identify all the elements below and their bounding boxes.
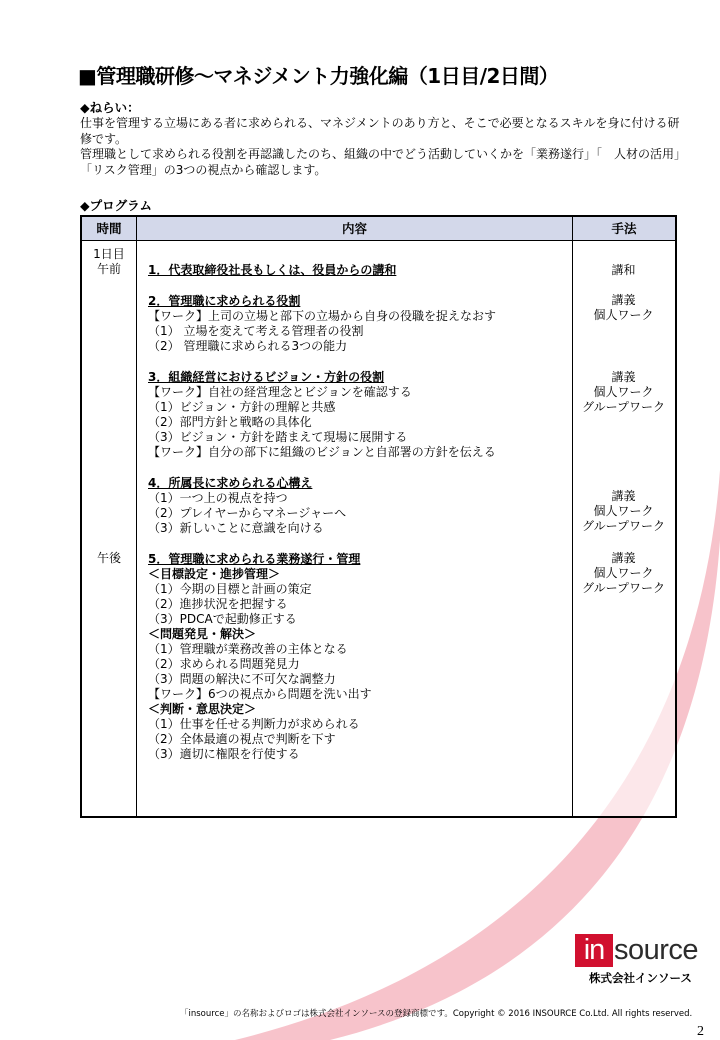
program-heading: ◆プログラム (80, 198, 152, 213)
subsection-title: ＜目標設定・進捗管理＞ (148, 567, 281, 581)
method-label: 個人ワーク (593, 385, 654, 399)
section-title: 2．管理職に求められる役割 (148, 294, 301, 308)
afternoon-label: 午後 (96, 551, 121, 565)
subsection-title: ＜問題発見・解決＞ (148, 627, 257, 641)
morning-label: 午前 (96, 262, 121, 276)
page-title: ■管理職研修～マネジメント力強化編（1日目/2日間） (78, 64, 559, 88)
method-label: 個人ワーク (593, 308, 654, 322)
time-cell (82, 247, 136, 277)
day-label: 1日目 (93, 247, 125, 261)
section-item: （2）求められる問題発見力 (148, 657, 300, 671)
method-label: 講義 (611, 370, 636, 384)
section-title: 3．組織経営におけるビジョン・方針の役割 (148, 370, 385, 384)
section-item: （2）部門方針と戦略の具体化 (148, 415, 312, 429)
method-label: 講義 (611, 551, 636, 565)
table-header (82, 217, 675, 241)
section-item: （3）PDCAで起動修正する (148, 612, 297, 626)
company-name: 株式会社インソース (589, 971, 692, 985)
section-item: （2）進捗状況を把握する (148, 597, 288, 611)
method-cell (572, 263, 675, 278)
section-item: （1）ビジョン・方針の理解と共感 (148, 400, 336, 414)
method-label: 講和 (611, 263, 636, 277)
section-item: （2）全体最適の視点で判断を下す (148, 732, 336, 746)
method-label: グループワーク (581, 400, 666, 414)
section-item: （3）新しいことに意識を向ける (148, 521, 324, 535)
time-cell (82, 551, 136, 566)
section-item: 【ワーク】6つの視点から問題を洗い出す (148, 687, 372, 701)
header-time: 時間 (96, 221, 122, 236)
section-title: 5．管理職に求められる業務遂行・管理 (148, 552, 361, 566)
program-table (80, 215, 677, 818)
content-cell (148, 263, 568, 762)
aim-text (80, 116, 685, 178)
method-label: グループワーク (581, 519, 666, 533)
section-item: （3）ビジョン・方針を踏まえて現場に展開する (148, 430, 408, 444)
section-item: 【ワーク】自分の部下に組織のビジョンと自部署の方針を伝える (148, 445, 496, 459)
section-item: （2） 管理職に求められる3つの能力 (148, 339, 348, 353)
section-item: （1）一つ上の視点を持つ (148, 491, 288, 505)
section-title: 4．所属長に求められる心構え (148, 476, 313, 490)
section-item: （3）問題の解決に不可欠な調整力 (148, 672, 336, 686)
section-item: （1） 立場を変えて考える管理者の役割 (148, 324, 364, 338)
logo-mark (575, 934, 700, 967)
section-item: 【ワーク】上司の立場と部下の立場から自身の役職を捉えなおす (148, 309, 497, 323)
logo-rest: source (614, 934, 699, 966)
aim-line: 管理職として求められる役割を再認識したのち、組織の中でどう活動していくかを「業務遂行」「 人材の活用」 (80, 147, 687, 161)
method-cell (572, 293, 675, 323)
insource-logo (575, 932, 700, 992)
page-number: 2 (697, 1024, 704, 1039)
section-item: （2）プレイヤーからマネージャーへ (148, 506, 347, 520)
aim-line: 「リスク管理」の3つの視点から確認します。 (80, 162, 327, 177)
method-label: 個人ワーク (593, 504, 654, 518)
method-cell (572, 370, 675, 415)
method-cell (572, 551, 675, 596)
section-item: 【ワーク】自社の経営理念とビジョンを確認する (148, 385, 412, 399)
header-content: 内容 (341, 221, 367, 236)
method-label: 個人ワーク (593, 566, 654, 580)
method-label: 講義 (611, 489, 636, 503)
section-item: （1）管理職が業務改善の主体となる (148, 642, 348, 656)
section-item: （1）今期の目標と計画の策定 (148, 582, 312, 596)
section-item: （3）適切に権限を行使する (148, 747, 300, 761)
subsection-title: ＜判断・意思決定＞ (148, 702, 257, 716)
section-title: 1．代表取締役社長もしくは、役員からの講和 (148, 263, 397, 277)
method-label: 講義 (611, 293, 636, 307)
copyright-notice: 「insource」の名称およびロゴは株式会社インソースの登録商標です。Copyright © 2016 INSOURCE Co.Ltd. All rights reserved. (180, 1009, 693, 1019)
header-method: 手法 (611, 221, 637, 236)
logo-in: in (575, 934, 613, 967)
aim-line: 修です。 (80, 131, 128, 146)
section-item: （1）仕事を任せる判断力が求められる (148, 717, 360, 731)
method-cell (572, 489, 675, 534)
method-label: グループワーク (581, 581, 666, 595)
column-divider (136, 217, 137, 816)
aim-line: 仕事を管理する立場にある者に求められる、マネジメントのあり方と、そこで必要となるスキルを身に付ける研 (80, 116, 680, 130)
aim-heading: ◆ねらい： (80, 100, 140, 115)
